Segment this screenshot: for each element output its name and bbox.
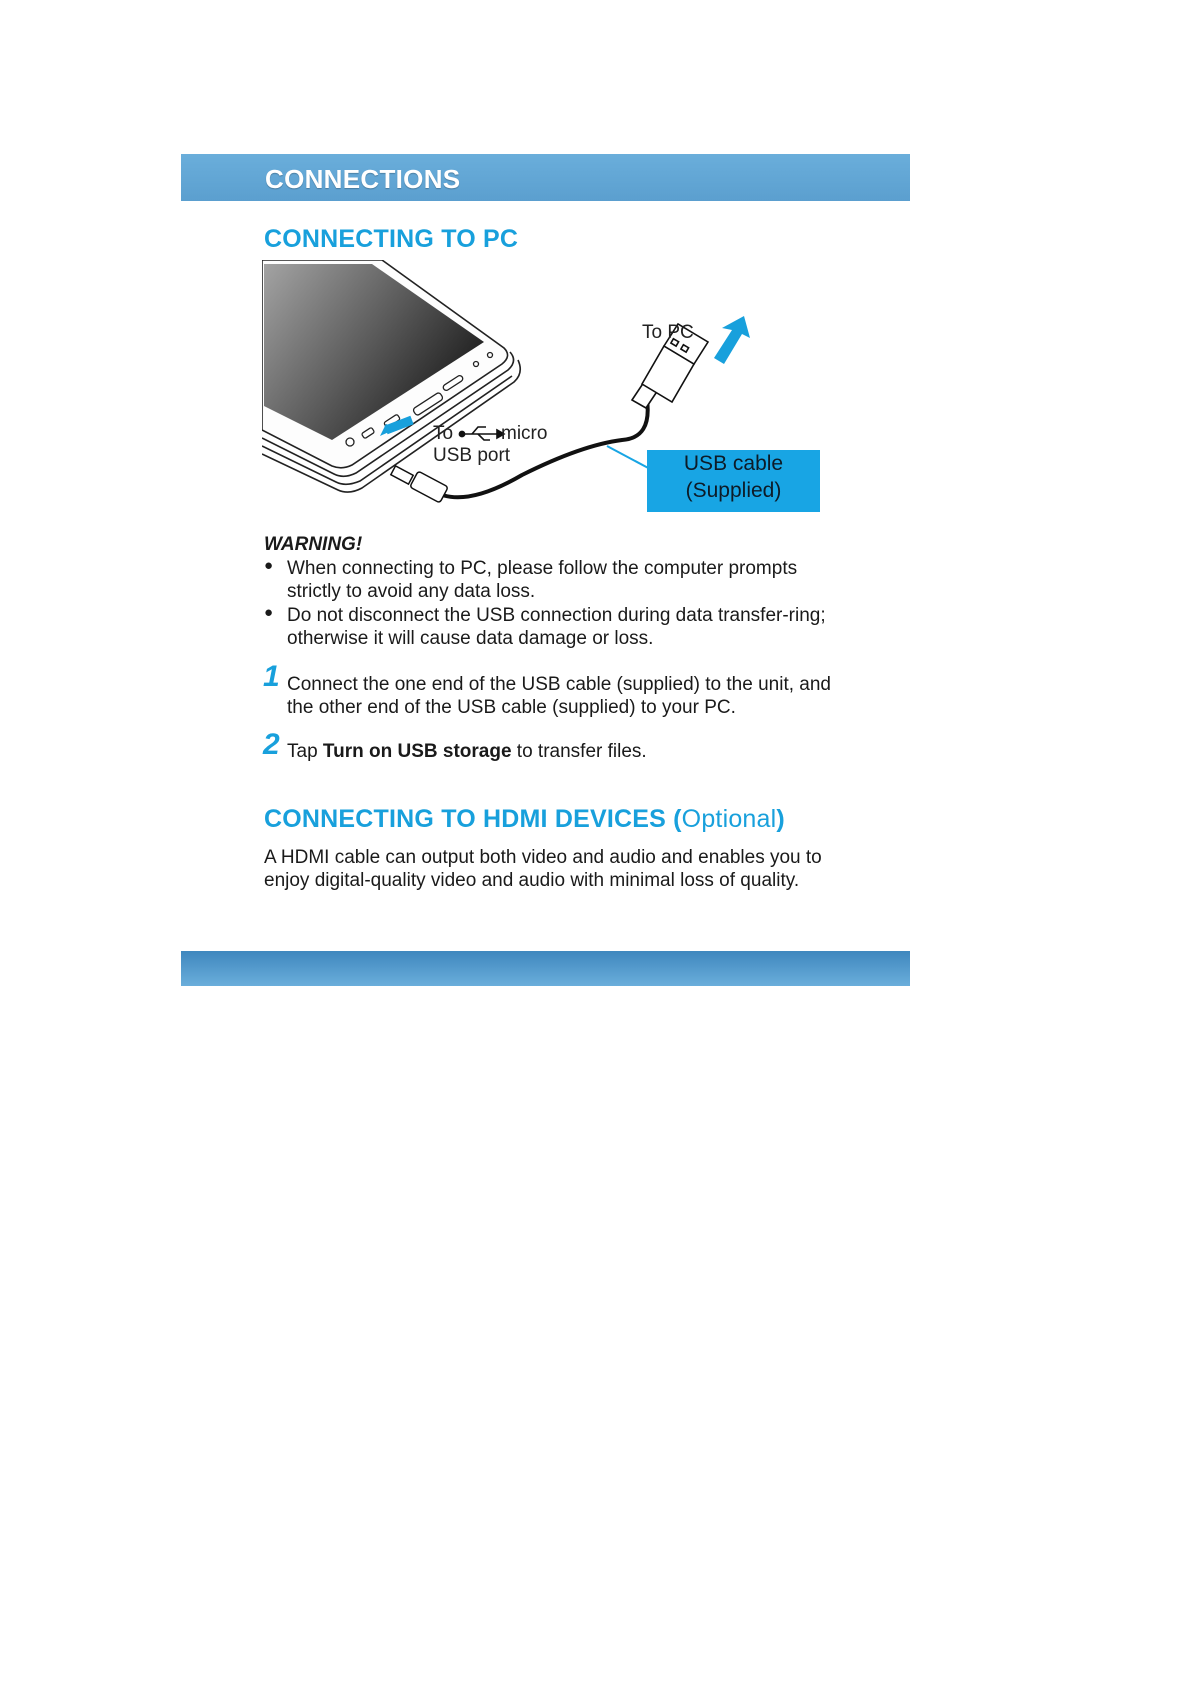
section-heading-hdmi: CONNECTING TO HDMI DEVICES (Optional)	[264, 805, 785, 833]
hdmi-description: A HDMI cable can output both video and audio and enables you to enjoy digital-quality video and audio with minimal loss of quality.	[264, 847, 822, 891]
to-label: To	[433, 423, 454, 444]
usb-cable-label: USB cable	[683, 452, 784, 475]
usb-cable-callout	[647, 450, 820, 512]
to-pc-label: To PC	[642, 322, 694, 343]
micro-usb-plug	[391, 466, 448, 503]
page-title: CONNECTIONS	[265, 164, 461, 194]
header-bar	[181, 154, 910, 201]
step-text: Tap Turn on USB storage to transfer files.	[287, 741, 647, 762]
step-text: Connect the one end of the USB cable (supplied) to the unit, and the other end of the USB cable (supplied) to your PC.	[287, 674, 831, 718]
step-number: 1	[263, 660, 280, 693]
usb-port-label: USB port	[433, 445, 511, 466]
warning-title: WARNING!	[264, 534, 363, 555]
bullet-icon: ●	[264, 557, 274, 574]
footer-bar	[181, 951, 910, 986]
warning-bullet-text: Do not disconnect the USB connection during data transfer-ring; otherwise it will cause data damage or loss.	[287, 605, 826, 649]
step-number: 2	[263, 728, 280, 761]
bullet-icon: ●	[264, 604, 274, 621]
warning-bullet-text: When connecting to PC, please follow the computer prompts strictly to avoid any data loss.	[287, 558, 798, 602]
section-heading-connecting-to-pc: CONNECTING TO PC	[264, 225, 519, 253]
usb-symbol-icon	[459, 427, 504, 440]
step-bold-text: Turn on USB storage	[322, 741, 512, 762]
arrow-up-icon	[714, 316, 750, 364]
micro-label: micro	[501, 423, 548, 444]
usb-cable-supplied-label: (Supplied)	[685, 479, 782, 502]
